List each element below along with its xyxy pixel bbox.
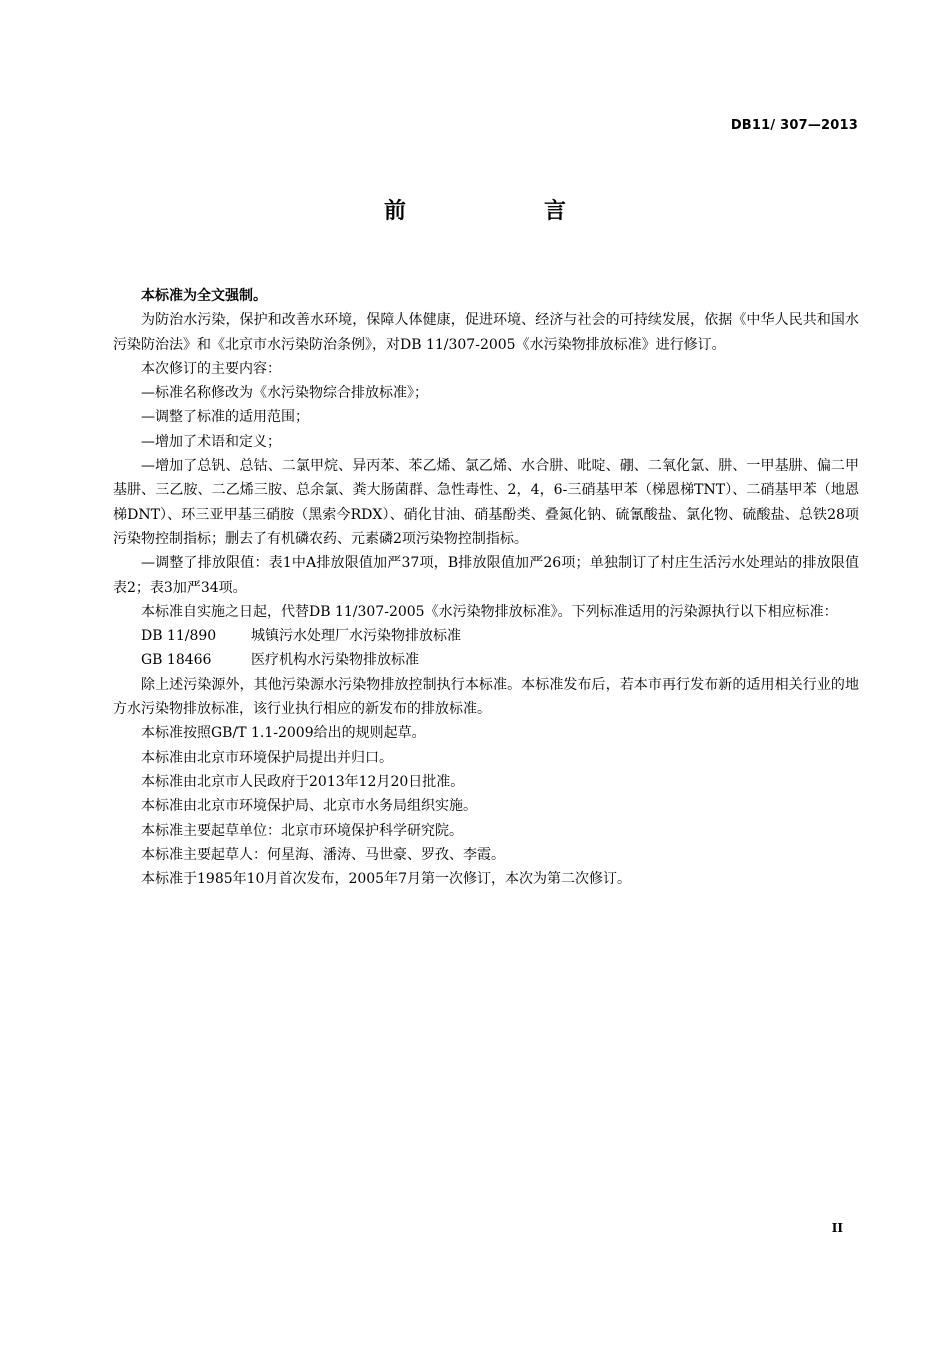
replacement-paragraph: 本标准自实施之日起，代替DB 11/307-2005《水污染物排放标准》。下列标准适用的污染源执行以下相应标准： xyxy=(141,603,838,620)
revision-item-pollutants: —增加了总钒、总钴、二氯甲烷、异丙苯、苯乙烯、氯乙烯、水合肼、吡啶、硼、二氧化氯、肼、一甲基肼、偏二甲基肼、三乙胺、二乙烯三胺、总余氯、粪大肠菌群、急性毒性、2，4，6-三硝基甲苯（梯恩梯TNT）、二硝基甲苯（地恩梯DNT）、环三亚甲基三硝胺（黑索今RDX）、硝化甘油、硝基酚类、叠氮化钠、硫氰酸盐、氯化物、硫酸盐、总铁28项污染物控制指标；删去了有机磷农药、元素磷2项污染物控制指标。 xyxy=(113,458,859,547)
approved-by-paragraph: 本标准由北京市人民政府于2013年12月20日批准。 xyxy=(141,773,465,790)
reference-name: 医疗机构水污染物排放标准 xyxy=(251,652,419,669)
page-title: 前 言 xyxy=(383,199,624,224)
drafters-paragraph: 本标准主要起草人：何星海、潘涛、马世豪、罗孜、李霞。 xyxy=(141,846,505,863)
mandatory-statement: 本标准为全文强制。 xyxy=(141,288,267,304)
revision-item-scope: —调整了标准的适用范围； xyxy=(141,409,309,426)
revision-item-limits: —调整了排放限值：表1中A排放限值加严37项，B排放限值加严26项；单独制订了村庄生活污水处理站的排放限值表2；表3加严34项。 xyxy=(113,555,859,596)
other-sources-paragraph: 除上述污染源外，其他污染源水污染物排放控制执行本标准。本标准发布后，若本市再行发布新的适用相关行业的地方水污染物排放标准，该行业执行相应的新发布的排放标准。 xyxy=(113,676,859,718)
reference-code: DB 11/890 xyxy=(141,628,217,645)
revision-item-name: —标准名称修改为《水污染物综合排放标准》； xyxy=(141,385,428,402)
reference-code: GB 18466 xyxy=(141,652,212,669)
drafting-unit-paragraph: 本标准主要起草单位：北京市环境保护科学研究院。 xyxy=(141,822,463,839)
reference-standard-row xyxy=(113,648,859,672)
history-paragraph: 本标准于1985年10月首次发布，2005年7月第一次修订，本次为第二次修订。 xyxy=(141,871,631,888)
revision-item-terms: —增加了术语和定义； xyxy=(141,433,281,450)
reference-name: 城镇污水处理厂水污染物排放标准 xyxy=(251,628,461,645)
implemented-by-paragraph: 本标准由北京市环境保护局、北京市水务局组织实施。 xyxy=(141,798,477,815)
reference-standard-row xyxy=(113,624,859,648)
page-number: II xyxy=(831,1221,843,1235)
purpose-paragraph: 为防治水污染，保护和改善水环境，保障人体健康，促进环境、经济与社会的可持续发展，依据《中华人民共和国水污染防治法》和《北京市水污染防治条例》，对DB 11/307-2005《水污染物排放标准》进行修订。 xyxy=(113,312,859,353)
document-body xyxy=(113,284,859,891)
revision-intro: 本次修订的主要内容： xyxy=(141,360,281,377)
proposed-by-paragraph: 本标准由北京市环境保护局提出并归口。 xyxy=(141,749,393,766)
document-code: DB11/ 307—2013 xyxy=(730,118,858,133)
drafting-rules-paragraph: 本标准按照GB/T 1.1-2009给出的规则起草。 xyxy=(141,725,426,742)
